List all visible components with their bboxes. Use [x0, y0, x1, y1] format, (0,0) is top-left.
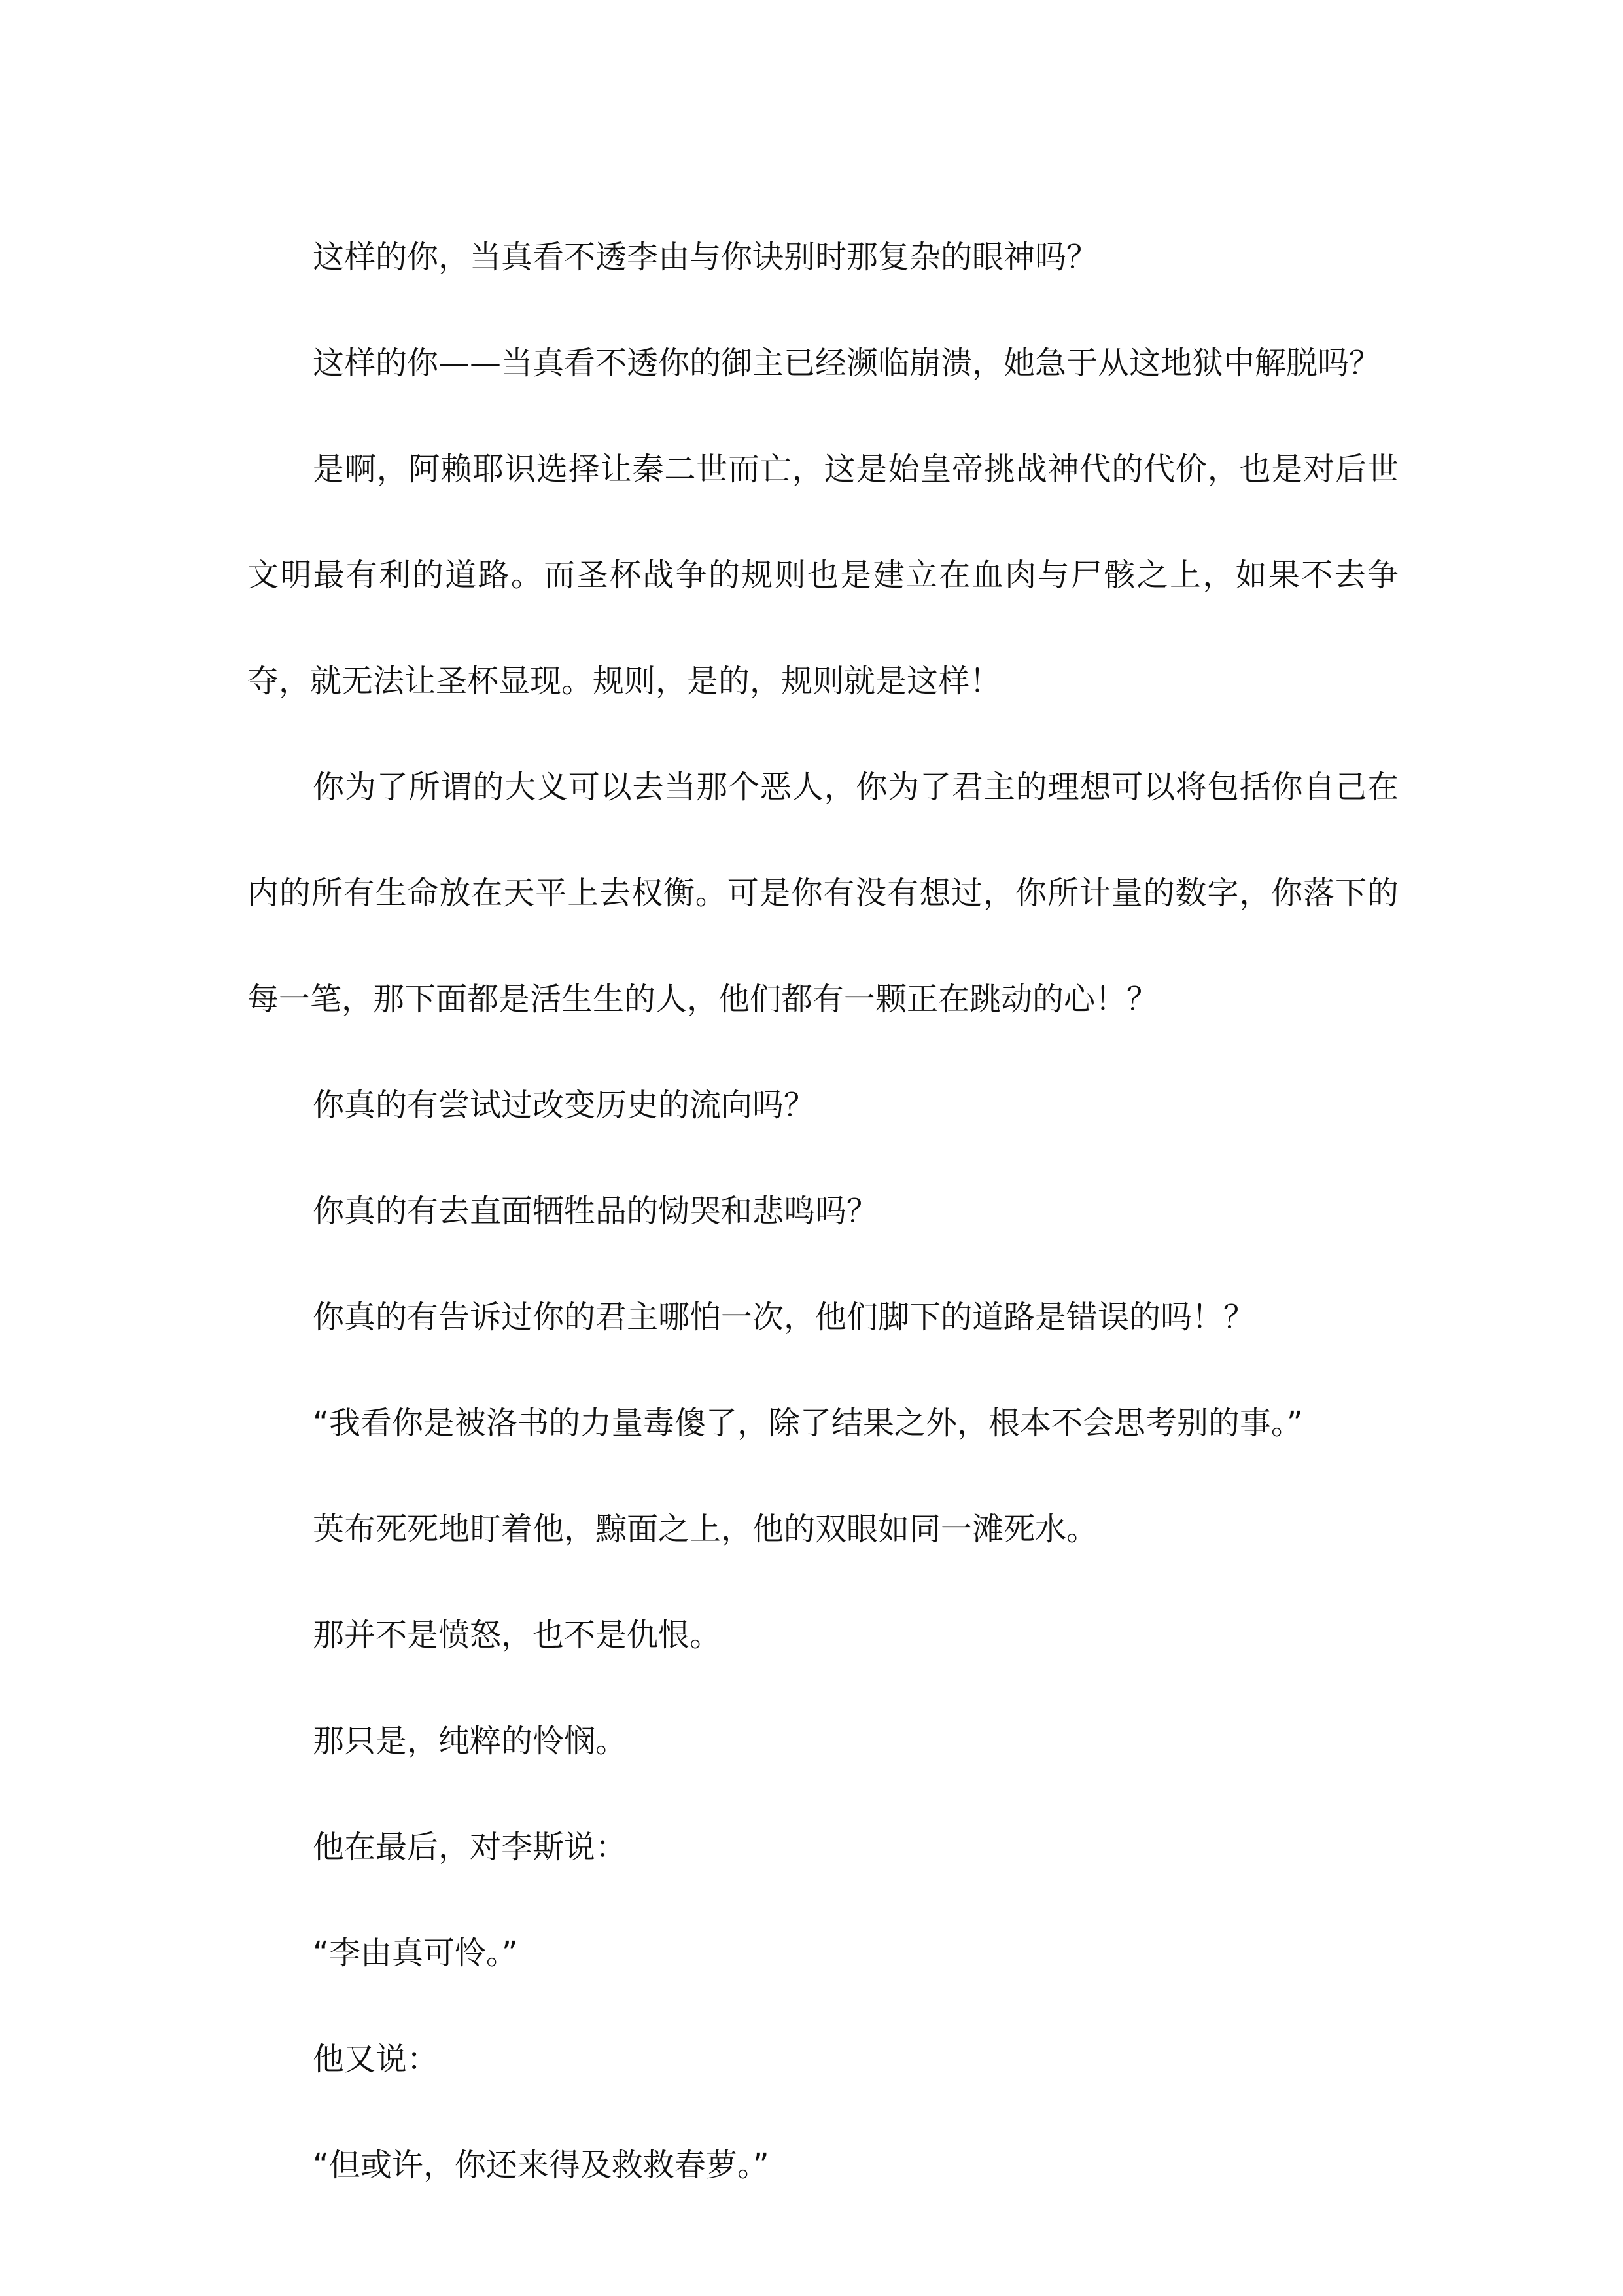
paragraph: “我看你是被洛书的力量毒傻了，除了结果之外，根本不会思考别的事。” — [313, 1405, 1303, 1441]
paragraph: 这样的你，当真看不透李由与你诀别时那复杂的眼神吗？ — [313, 239, 1098, 275]
paragraph: “但或许，你还来得及救救春萝。” — [313, 2147, 769, 2183]
paragraph: 你真的有告诉过你的君主哪怕一次，他们脚下的道路是错误的吗！？ — [313, 1299, 1255, 1335]
paragraph: 这样的你——当真看不透你的御主已经濒临崩溃，她急于从这地狱中解脱吗？ — [313, 345, 1381, 381]
paragraph: 是啊，阿赖耶识选择让秦二世而亡，这是始皇帝挑战神代的代价，也是对后世文明最有利的道路。而圣杯战争的规则也是建立在血肉与尸骸之上，如果不去争夺，就无法让圣杯显现。规则，是的，规则就是这样！ — [247, 451, 1399, 699]
paragraph: 那只是，纯粹的怜悯。 — [313, 1723, 627, 1759]
paragraph: 他又说： — [313, 2041, 439, 2077]
paragraph: 他在最后，对李斯说： — [313, 1829, 627, 1865]
paragraph: 英布死死地盯着他，黥面之上，他的双眼如同一滩死水。 — [313, 1511, 1098, 1547]
paragraph: 那并不是愤怒，也不是仇恨。 — [313, 1617, 722, 1653]
body-text — [247, 204, 1399, 2218]
paragraph: 你为了所谓的大义可以去当那个恶人，你为了君主的理想可以将包括你自己在内的所有生命放在天平上去权衡。可是你有没有想过，你所计量的数字，你落下的每一笔，那下面都是活生生的人，他们都有一颗正在跳动的心！？ — [247, 769, 1399, 1017]
paragraph: 你真的有尝试过改变历史的流向吗？ — [313, 1087, 816, 1123]
paragraph: 你真的有去直面牺牲品的恸哭和悲鸣吗？ — [313, 1193, 879, 1229]
paragraph: “李由真可怜。” — [313, 1935, 518, 1971]
